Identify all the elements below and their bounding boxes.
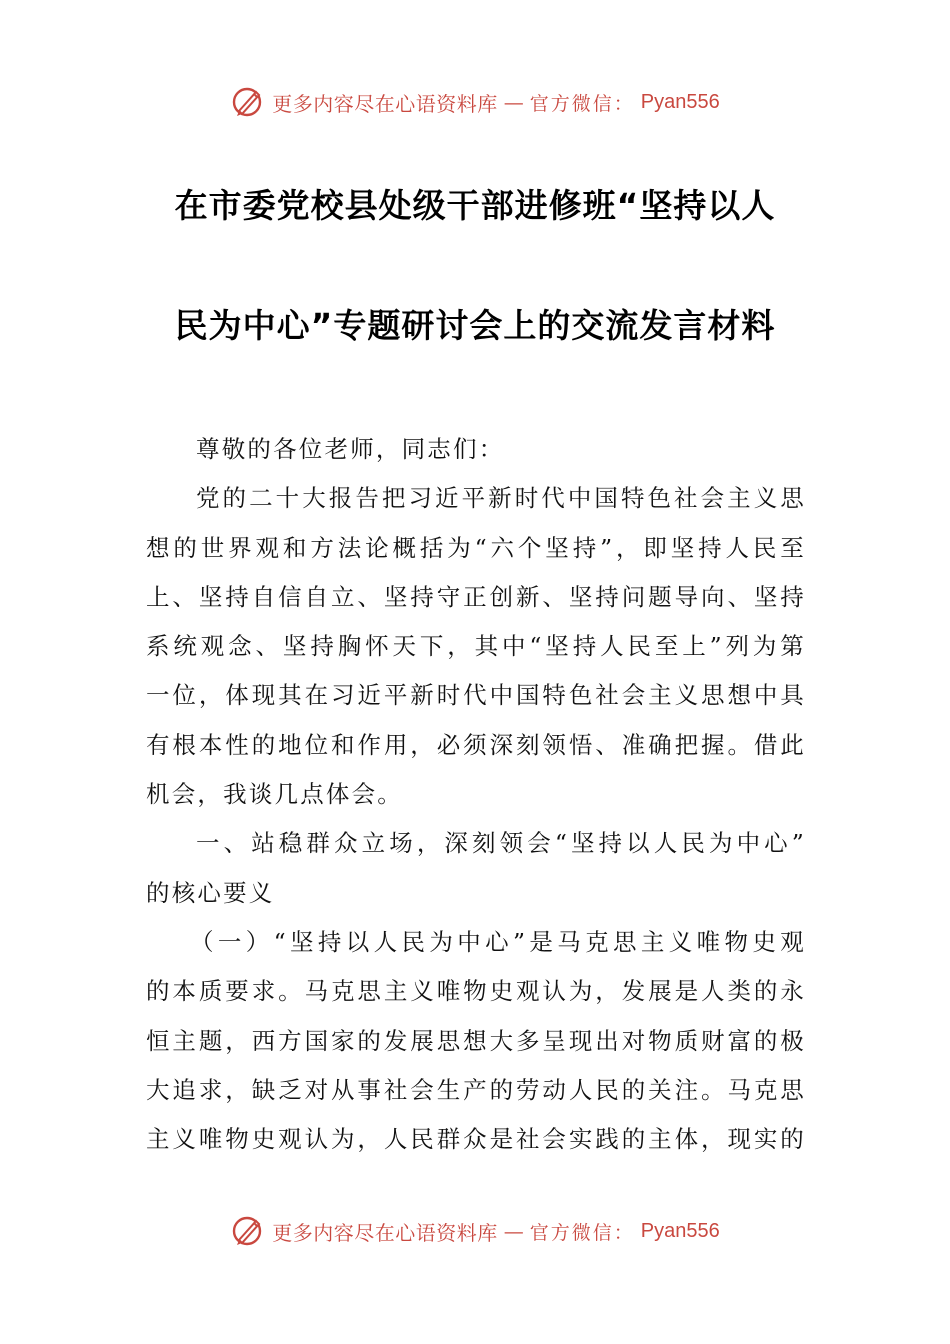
header-watermark: [0, 82, 950, 122]
watermark-brand: 更多内容尽在心语资料库: [272, 91, 498, 116]
pen-logo-icon: [230, 1213, 266, 1249]
watermark-separator: —: [503, 90, 524, 114]
section-heading-line: 一、站稳群众立场，深刻领会“坚持以人民为中心”: [196, 829, 806, 858]
paragraph-line: 机会，我谈几点体会。: [146, 780, 403, 809]
paragraph-line: （一）“坚持以人民为中心”是马克思主义唯物史观: [190, 927, 806, 956]
paragraph-line: 一位，体现其在习近平新时代中国特色社会主义思想中具: [146, 681, 806, 710]
watermark-wechat-id: Pyan556: [640, 90, 720, 113]
document-body: [146, 425, 806, 1164]
paragraph-line: 有根本性的地位和作用，必须深刻领悟、准确把握。借此: [146, 730, 806, 759]
watermark-separator: —: [503, 1219, 524, 1243]
section-heading-line: 的核心要义: [146, 878, 275, 907]
watermark-wechat-id: Pyan556: [640, 1219, 720, 1242]
paragraph-line: 的本质要求。马克思主义唯物史观认为，发展是人类的永: [146, 977, 806, 1006]
document-title-line-2: 民为中心”专题研讨会上的交流发言材料: [174, 306, 776, 345]
paragraph-line: 恒主题，西方国家的发展思想大多呈现出对物质财富的极: [146, 1026, 806, 1055]
salutation: 尊敬的各位老师，同志们：: [196, 435, 505, 463]
watermark-official-label: 官方微信：: [529, 1221, 635, 1244]
pen-logo-icon: [230, 84, 266, 120]
footer-watermark: [0, 1211, 950, 1251]
paragraph-line: 党的二十大报告把习近平新时代中国特色社会主义思: [196, 484, 806, 513]
document-title-line-1: 在市委党校县处级干部进修班“坚持以人: [174, 186, 776, 225]
watermark-brand: 更多内容尽在心语资料库: [272, 1220, 498, 1245]
paragraph-line: 主义唯物史观认为，人民群众是社会实践的主体，现实的: [146, 1125, 806, 1154]
watermark-official-label: 官方微信：: [529, 92, 635, 115]
paragraph-line: 上、坚持自信自立、坚持守正创新、坚持问题导向、坚持: [146, 582, 806, 611]
paragraph-line: 大追求，缺乏对从事社会生产的劳动人民的关注。马克思: [146, 1075, 806, 1104]
paragraph-line: 系统观念、坚持胸怀天下，其中“坚持人民至上”列为第: [146, 632, 806, 661]
paragraph-line: 想的世界观和方法论概括为“六个坚持”，即坚持人民至: [146, 533, 806, 562]
